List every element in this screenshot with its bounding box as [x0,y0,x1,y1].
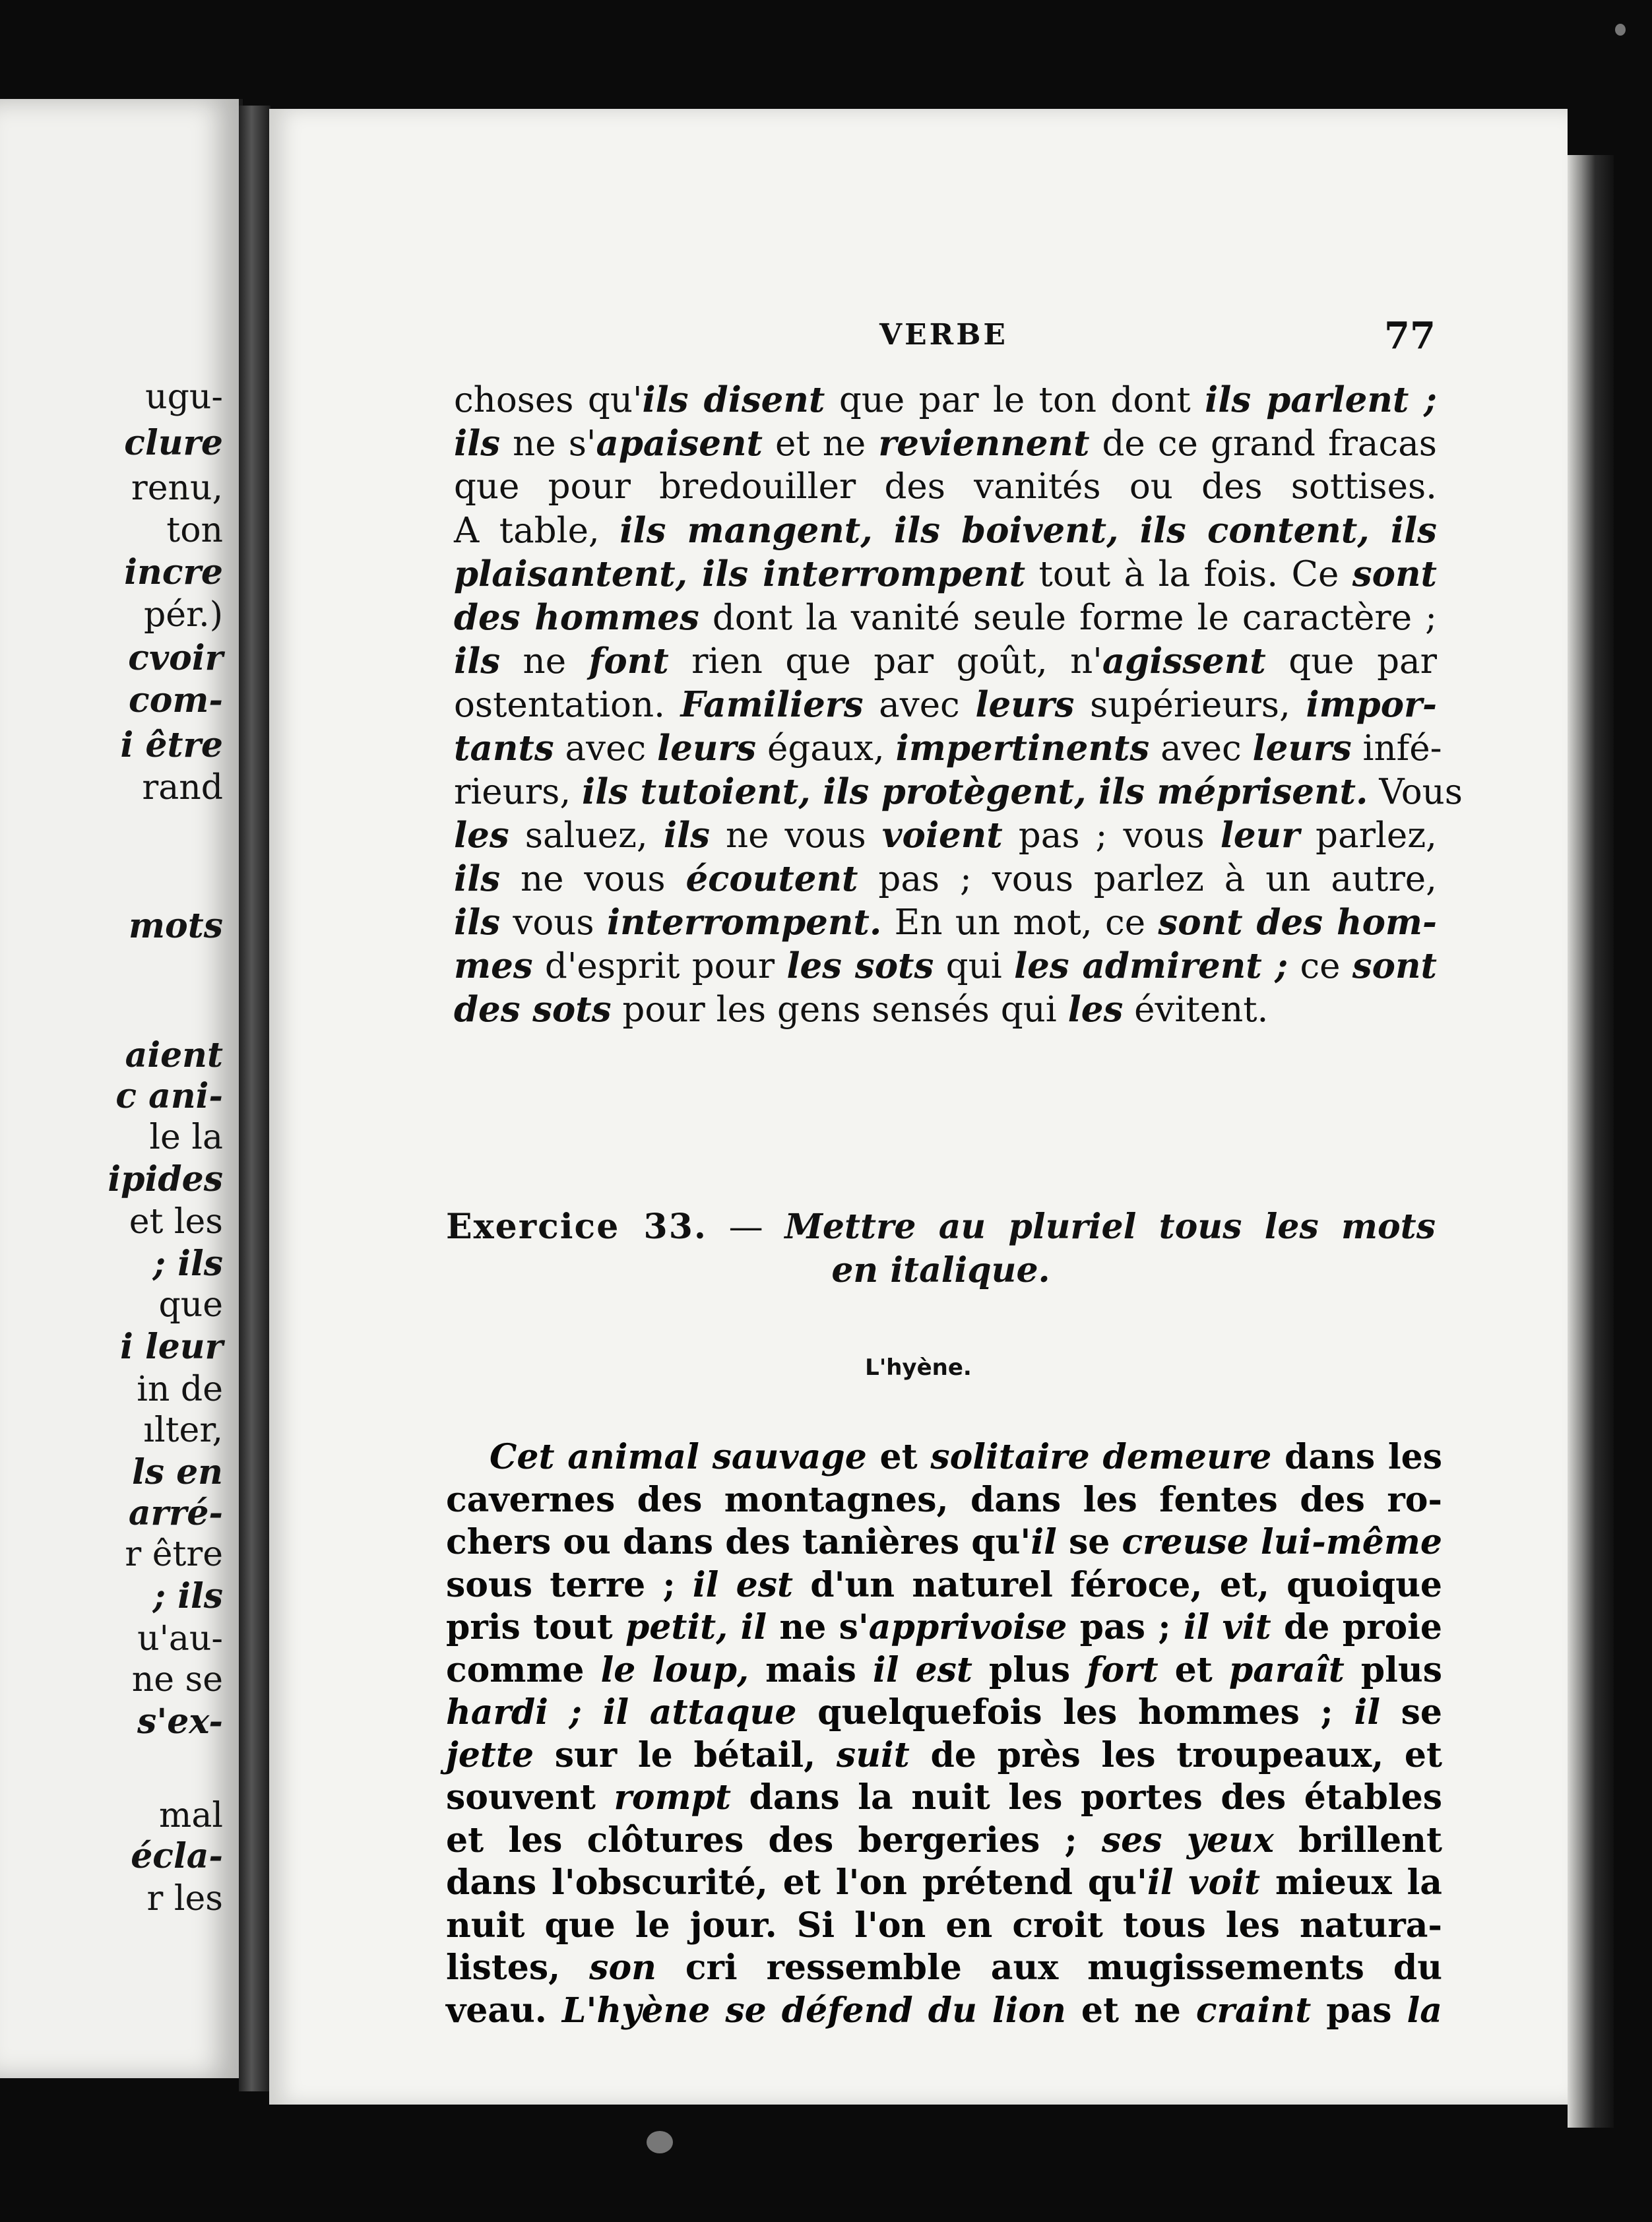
exercise-label: Exercice 33. [446,1207,707,1247]
running-head [269,314,1568,364]
italic-word: ils mangent, ils boivent, ils content, ils [620,510,1437,551]
text-run: évitent. [1123,990,1269,1030]
text-line [454,726,1442,770]
text-line [446,1479,1442,1522]
text-line [454,770,1463,813]
italic-word: hardi ; il attaque [446,1692,797,1732]
previous-page-fragment [0,99,243,2078]
italic-word: sont [1352,554,1438,594]
text-run: et [1158,1649,1229,1690]
text-run: dont la vanité seule forme le caractère ; [699,598,1437,638]
left-page-fragment: que [158,1285,223,1325]
left-page-fragment: ; ils [152,1244,223,1284]
text-run: cavernes des montagnes, dans les fentes des ro- [446,1479,1442,1520]
left-page-fragment: arré- [128,1493,223,1533]
italic-word: les [454,815,509,856]
italic-word: fort [1087,1649,1159,1690]
text-run: ne vous [709,815,882,856]
italic-word: ils [454,423,501,464]
italic-word: creuse lui-même [1122,1522,1442,1562]
italic-word: il [1031,1522,1057,1562]
text-run: quelquefois les hommes ; [796,1692,1354,1732]
left-page-fragment: r être [125,1535,223,1574]
left-page-fragment: ipides [108,1159,223,1199]
italic-word: rompt [614,1777,731,1818]
text-run: souvent [446,1777,614,1818]
italic-word: suit [836,1734,910,1775]
italic-word: impertinents [895,728,1150,769]
book-page [269,109,1568,2105]
italic-word: les sots [786,945,934,986]
italic-word: il est [692,1564,793,1605]
left-page-fragment: ılter, [143,1411,223,1450]
passage-1 [454,378,1463,1031]
left-page-fragment: incre [124,552,223,592]
italic-word: ils [454,902,501,943]
text-line [446,1905,1442,1948]
text-run: Vous [1368,772,1463,812]
text-run: En un mot, ce [881,903,1159,943]
dust-speck [647,2131,673,2153]
text-run: que par le ton dont [825,380,1205,420]
italic-word: Familiers [680,684,864,725]
text-line [446,1606,1442,1649]
text-run: plus [972,1649,1087,1690]
left-page-fragment: cvoir [128,638,223,678]
text-line [454,901,1437,944]
italic-word: ils [454,858,501,899]
text-run: pour les gens sensés qui [611,990,1068,1030]
italic-word: sont [1352,945,1437,986]
italic-word: craint [1195,1990,1312,2031]
text-line [454,596,1437,639]
text-line [454,813,1437,857]
italic-word: L'hyène se défend du lion [561,1990,1066,2031]
text-line [454,944,1437,988]
text-run: qui [934,946,1014,986]
italic-word: petit, il [625,1607,767,1647]
left-page-fragment: c ani- [115,1076,223,1116]
text-run: choses qu' [454,380,643,420]
italic-word: le loup, [600,1649,749,1690]
text-run: supérieurs, [1074,685,1306,725]
text-line [454,683,1437,726]
text-line [454,465,1437,509]
exercise-instruction-1: Mettre au pluriel tous les mots [784,1207,1436,1247]
italic-word: ils [663,815,710,856]
italic-word: ils parlent ; [1205,379,1437,420]
text-run: vous [500,903,607,943]
text-line [454,639,1437,683]
text-run: et ne [762,424,879,464]
text-line [454,378,1437,422]
text-run: rieurs, [454,772,583,812]
text-line [446,1947,1442,1990]
text-line [446,1521,1442,1564]
italic-word: plaisantent, ils interrompent [454,554,1026,594]
left-page-fragment: s'ex- [137,1701,223,1742]
text-run: et ne [1065,1990,1196,2031]
italic-word: apaisent [596,423,763,464]
left-page-fragment: ugu- [145,377,223,417]
left-page-fragment: r les [146,1879,223,1919]
text-run: ne [500,641,589,682]
left-page-fragment: in de [137,1370,223,1409]
italic-word: la [1407,1990,1442,2031]
text-run: pas ; vous parlez à un autre, [858,859,1437,899]
text-run: parlez, [1300,815,1437,856]
italic-word: tants [454,728,554,769]
left-page-fragment: pér.) [143,595,223,635]
left-page-fragment: ls en [131,1452,223,1492]
text-run: avec [1149,728,1253,769]
italic-word: sont des hom- [1158,902,1437,943]
text-run: nuit que le jour. Si l'on en croit tous les natura- [446,1905,1442,1946]
text-run: listes, [446,1948,590,1988]
passage-2 [446,1436,1442,2032]
italic-word: leurs [1252,728,1352,769]
page-number: 77 [1384,314,1436,358]
italic-word: interrompent. [606,902,882,943]
text-line [454,552,1437,596]
text-line [446,1820,1442,1862]
running-title: VERBE [879,318,1008,352]
text-run: et [866,1437,931,1477]
italic-word: écoutent [685,858,858,899]
left-page-fragment: renu, [131,468,223,508]
exercise-heading-line-1 [446,1205,1436,1249]
text-run: égaux, [756,728,896,769]
italic-word: apprivoise [868,1607,1067,1647]
italic-word: font [588,641,669,682]
text-run: et les clôtures des bergeries ; [446,1820,1102,1860]
text-run: avec [554,728,657,769]
text-run: plus [1344,1649,1443,1690]
left-page-fragment: et les [129,1202,223,1242]
exercise-instruction-2: en italique. [831,1250,1050,1290]
dust-speck [1615,24,1626,36]
text-run: sur le bétail, [534,1734,837,1775]
text-line [446,1862,1442,1905]
text-run: comme [446,1649,601,1690]
text-run: que pour bredouiller des vanités ou des sottises. [454,466,1437,507]
text-run: mais [749,1649,873,1690]
text-run: chers ou dans des tanières qu' [446,1522,1031,1562]
text-run: dans les [1271,1437,1442,1477]
text-run: se [1380,1692,1442,1732]
text-line [454,988,1437,1031]
italic-word: agissent [1102,641,1266,682]
text-line [446,1777,1442,1820]
italic-word: des hommes [454,597,699,638]
text-run: de près les troupeaux, et [909,1734,1443,1775]
text-run: ne vous [500,859,686,899]
text-run: sous terre ; [446,1564,693,1605]
italic-word: Cet animal sauvage [490,1437,867,1477]
text-run: pris tout [446,1607,625,1647]
text-run: dans la nuit les portes des étables [730,1777,1442,1818]
italic-word: il voit [1147,1862,1261,1903]
italic-word: impor- [1306,684,1437,725]
text-run: saluez, [509,815,664,856]
italic-word: ils tutoient, ils protègent, ils méprisent. [582,771,1368,812]
left-page-fragment: u'au- [137,1619,223,1659]
text-run: ne s' [500,424,596,464]
italic-word: solitaire demeure [930,1437,1272,1477]
text-run: veau. [446,1990,562,2031]
text-run: se [1056,1522,1122,1562]
left-page-fragment: com- [129,680,223,720]
italic-word: voient [881,815,1003,856]
text-run: ostentation. [454,685,681,725]
left-page-fragment: rand [142,768,223,808]
text-run: d'un naturel féroce, et, quoique [793,1564,1442,1605]
italic-word: les [1067,989,1124,1030]
italic-word: leur [1220,815,1300,856]
book-spine-shadow [239,106,270,2091]
italic-word: ils [454,641,501,682]
text-run: rien que par goût, n' [668,641,1102,682]
italic-word: il est [872,1649,972,1690]
text-line [454,857,1437,901]
text-line [446,1734,1442,1777]
italic-word: mes [454,945,533,986]
left-page-fragment: écla- [131,1836,223,1876]
text-line [446,1564,1442,1607]
text-run: pas ; [1067,1607,1184,1647]
text-line [454,509,1437,552]
italic-word: les admirent ; [1013,945,1288,986]
italic-word: ils disent [642,379,825,420]
italic-word: il [1354,1692,1380,1732]
text-run: avec [863,685,976,725]
exercise-heading-line-2 [446,1249,1436,1292]
text-run: ce [1288,946,1352,986]
text-run: de ce grand fracas [1089,424,1437,464]
text-run: infé- [1351,728,1442,769]
exercise-heading [446,1205,1436,1292]
italic-word: reviennent [878,423,1090,464]
text-run: tout à la fois. Ce [1025,554,1352,594]
italic-word: paraît [1228,1649,1345,1690]
section-subtitle: L'hyène. [865,1354,972,1381]
left-page-fragment: mots [129,906,223,946]
text-line [446,1990,1442,2033]
italic-word: leurs [656,728,757,769]
text-run: brillent [1273,1820,1442,1860]
text-line [446,1436,1442,1479]
text-run: dans l'obscurité, et l'on prétend qu' [446,1862,1147,1903]
left-page-fragment: ton [166,511,223,550]
left-page-fragment: ne se [131,1660,223,1699]
left-page-fragment: mal [159,1796,223,1835]
page-edge-stack [1568,155,1614,2128]
left-page-fragment: i être [120,725,223,765]
text-line [446,1692,1442,1734]
italic-word: son [589,1948,656,1988]
left-page-fragment: clure [124,423,223,463]
italic-word: des sots [454,989,612,1030]
left-page-fragment: aient [125,1035,223,1075]
left-page-fragment: le la [149,1118,223,1157]
text-run: pas ; vous [1002,815,1221,856]
italic-word: leurs [975,684,1075,725]
text-line [454,422,1437,465]
text-run: ne s' [767,1607,869,1647]
text-run: A table, [454,511,620,551]
text-run: mieux la [1260,1862,1442,1903]
text-line [446,1649,1442,1692]
italic-word: ses yeux [1101,1820,1274,1860]
text-run: que par [1265,641,1437,682]
text-run: d'esprit pour [532,946,787,986]
italic-word: il vit [1183,1607,1271,1647]
left-page-fragment: i leur [120,1327,223,1367]
exercise-dash: — [707,1207,785,1247]
text-run: pas [1311,1990,1407,2031]
text-run: cri ressemble aux mugissements du [656,1948,1442,1988]
left-page-fragment: ; ils [152,1576,223,1616]
text-run: de proie [1271,1607,1442,1647]
italic-word: jette [446,1734,534,1775]
